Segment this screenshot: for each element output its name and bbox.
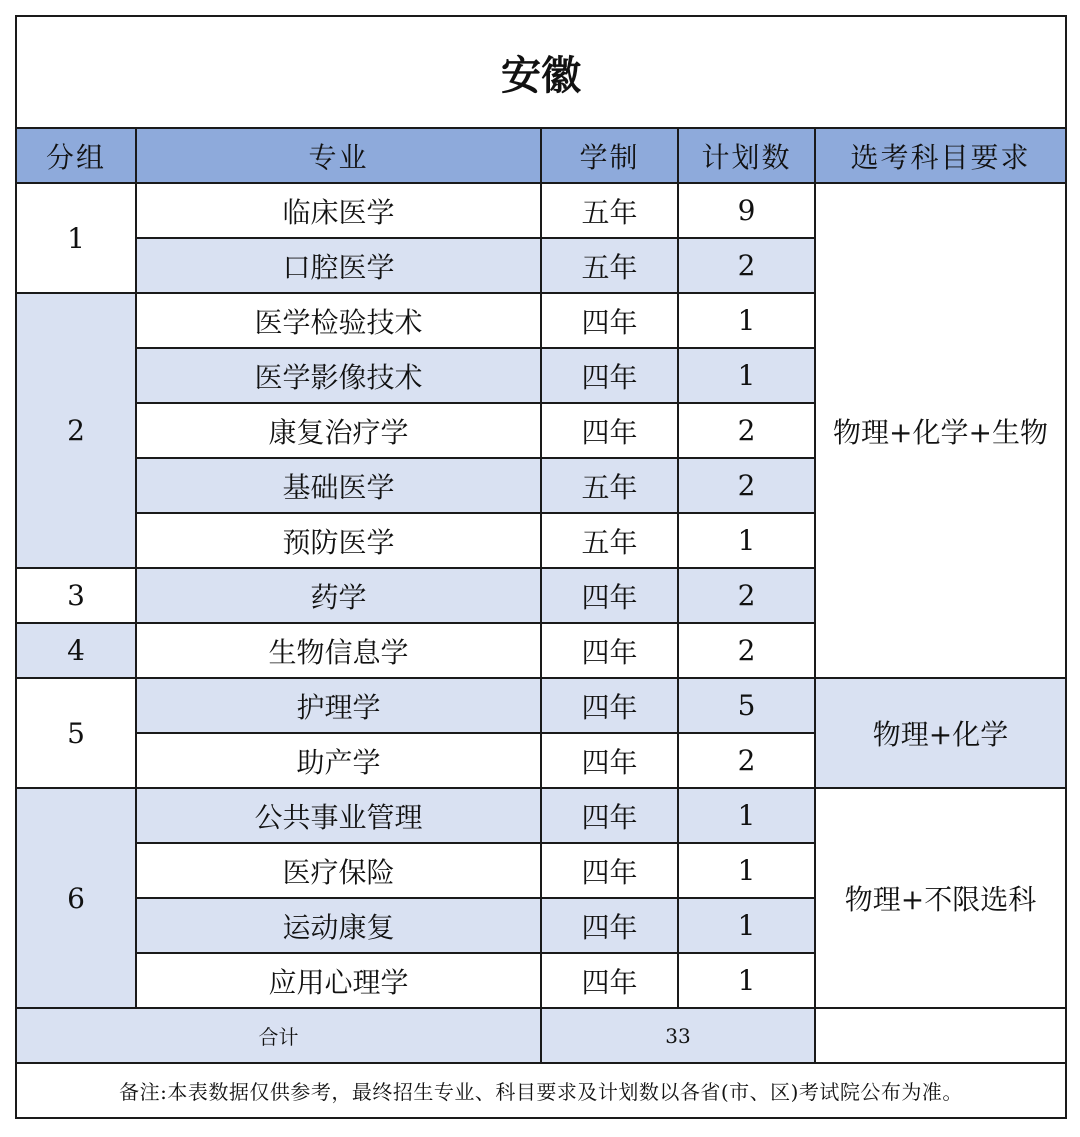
duration-cell: 四年 bbox=[541, 733, 678, 788]
duration-cell: 四年 bbox=[541, 843, 678, 898]
total-row bbox=[16, 1008, 1066, 1063]
major-cell: 预防医学 bbox=[136, 513, 541, 568]
total-value: 33 bbox=[541, 1008, 815, 1063]
plan-cell: 2 bbox=[678, 568, 815, 623]
header-plan: 计划数 bbox=[678, 128, 815, 183]
plan-cell: 1 bbox=[678, 898, 815, 953]
major-cell: 应用心理学 bbox=[136, 953, 541, 1008]
duration-cell: 五年 bbox=[541, 513, 678, 568]
table-row bbox=[16, 678, 1066, 733]
duration-cell: 四年 bbox=[541, 898, 678, 953]
plan-cell: 2 bbox=[678, 733, 815, 788]
group-cell: 6 bbox=[16, 788, 136, 1008]
plan-cell: 1 bbox=[678, 788, 815, 843]
major-cell: 生物信息学 bbox=[136, 623, 541, 678]
major-cell: 运动康复 bbox=[136, 898, 541, 953]
group-cell: 2 bbox=[16, 293, 136, 568]
group-cell: 4 bbox=[16, 623, 136, 678]
group-cell: 1 bbox=[16, 183, 136, 293]
major-cell: 医疗保险 bbox=[136, 843, 541, 898]
footnote: 备注:本表数据仅供参考，最终招生专业、科目要求及计划数以各省(市、区)考试院公布为准。 bbox=[16, 1063, 1066, 1118]
header-duration: 学制 bbox=[541, 128, 678, 183]
duration-cell: 四年 bbox=[541, 788, 678, 843]
header-subjects: 选考科目要求 bbox=[815, 128, 1066, 183]
group-cell: 5 bbox=[16, 678, 136, 788]
total-label: 合计 bbox=[16, 1008, 541, 1063]
plan-cell: 2 bbox=[678, 623, 815, 678]
plan-cell: 5 bbox=[678, 678, 815, 733]
plan-cell: 1 bbox=[678, 513, 815, 568]
major-cell: 护理学 bbox=[136, 678, 541, 733]
header-major: 专业 bbox=[136, 128, 541, 183]
plan-cell: 2 bbox=[678, 458, 815, 513]
plan-cell: 2 bbox=[678, 238, 815, 293]
plan-cell: 2 bbox=[678, 403, 815, 458]
plan-cell: 1 bbox=[678, 953, 815, 1008]
duration-cell: 五年 bbox=[541, 183, 678, 238]
major-cell: 基础医学 bbox=[136, 458, 541, 513]
plan-cell: 1 bbox=[678, 348, 815, 403]
major-cell: 医学检验技术 bbox=[136, 293, 541, 348]
duration-cell: 四年 bbox=[541, 568, 678, 623]
duration-cell: 四年 bbox=[541, 348, 678, 403]
plan-cell: 9 bbox=[678, 183, 815, 238]
group-cell: 3 bbox=[16, 568, 136, 623]
major-cell: 公共事业管理 bbox=[136, 788, 541, 843]
duration-cell: 四年 bbox=[541, 953, 678, 1008]
subjects-cell: 物理+不限选科 bbox=[815, 788, 1066, 1008]
plan-cell: 1 bbox=[678, 293, 815, 348]
major-cell: 助产学 bbox=[136, 733, 541, 788]
header-group: 分组 bbox=[16, 128, 136, 183]
table-row bbox=[16, 183, 1066, 238]
subjects-cell: 物理+化学 bbox=[815, 678, 1066, 788]
major-cell: 临床医学 bbox=[136, 183, 541, 238]
enrollment-plan-table bbox=[15, 15, 1067, 1119]
major-cell: 医学影像技术 bbox=[136, 348, 541, 403]
subjects-cell: 物理+化学+生物 bbox=[815, 183, 1066, 678]
major-cell: 药学 bbox=[136, 568, 541, 623]
duration-cell: 四年 bbox=[541, 623, 678, 678]
table-row bbox=[16, 788, 1066, 843]
duration-cell: 四年 bbox=[541, 293, 678, 348]
duration-cell: 五年 bbox=[541, 238, 678, 293]
duration-cell: 四年 bbox=[541, 678, 678, 733]
duration-cell: 四年 bbox=[541, 403, 678, 458]
major-cell: 口腔医学 bbox=[136, 238, 541, 293]
total-blank-cell bbox=[815, 1008, 1066, 1063]
table-title: 安徽 bbox=[16, 16, 1066, 128]
duration-cell: 五年 bbox=[541, 458, 678, 513]
plan-cell: 1 bbox=[678, 843, 815, 898]
major-cell: 康复治疗学 bbox=[136, 403, 541, 458]
